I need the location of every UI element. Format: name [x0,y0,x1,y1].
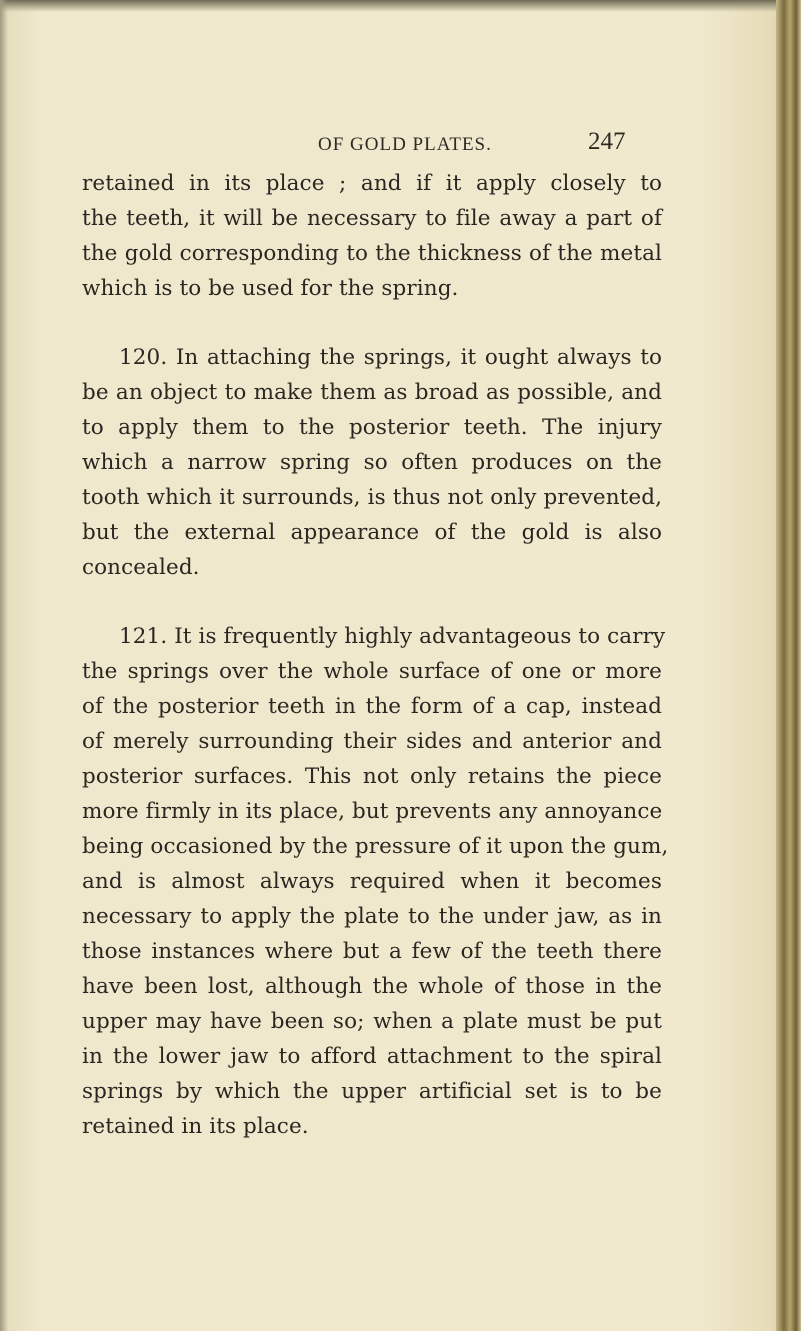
text-line: retained in its place ; and if it apply closely to [82,171,662,196]
page-left-edge-shadow [0,0,8,1331]
text-line: 120. In attaching the springs, it ought always to [119,345,662,370]
text-line: tooth which it surrounds, is thus not only prevented, [82,485,662,510]
text-line: concealed. [82,555,200,580]
text-line: springs by which the upper artificial set is to be [82,1079,662,1104]
text-line: 121. It is frequently highly advantageous to carry [119,624,666,649]
text-line: posterior surfaces. This not only retains the piece [82,764,662,789]
text-line: the teeth, it will be necessary to file away a part of [82,206,662,231]
text-line: of merely surrounding their sides and anterior and [82,729,662,754]
body-text [82,166,669,1144]
text-line: which is to be used for the spring. [82,276,459,301]
text-line: but the external appearance of the gold is also [82,520,662,545]
text-line: the springs over the whole surface of one or more [82,659,662,684]
text-line: upper may have been so; when a plate must be put [82,1009,662,1034]
paragraph-continuation [82,166,662,306]
text-line: those instances where but a few of the teeth there [82,939,662,964]
paragraph-120 [82,340,662,585]
text-line: in the lower jaw to afford attachment to the spiral [82,1044,662,1069]
text-line: retained in its place. [82,1114,309,1139]
paragraph-121 [82,619,669,1144]
text-line: being occasioned by the pressure of it upon the gum, [82,834,669,859]
text-line: necessary to apply the plate to the under jaw, as in [82,904,662,929]
book-binding-edge [776,0,801,1331]
text-line: to apply them to the posterior teeth. The injury [82,415,662,440]
text-line: more firmly in its place, but prevents any annoyance [82,799,663,824]
text-line: which a narrow spring so often produces on the [82,450,662,475]
text-line: have been lost, although the whole of those in the [82,974,662,999]
page-top-edge-shadow [0,0,801,12]
running-head: OF GOLD PLATES. [318,134,492,155]
paragraph-gap [82,306,662,340]
paragraph-gap [82,585,662,619]
text-line: the gold corresponding to the thickness of the metal [82,241,662,266]
text-line: and is almost always required when it becomes [82,869,662,894]
text-line: of the posterior teeth in the form of a cap, instead [82,694,662,719]
page-header [0,128,801,158]
text-line: be an object to make them as broad as possible, and [82,380,662,405]
page-number: 247 [588,128,626,155]
